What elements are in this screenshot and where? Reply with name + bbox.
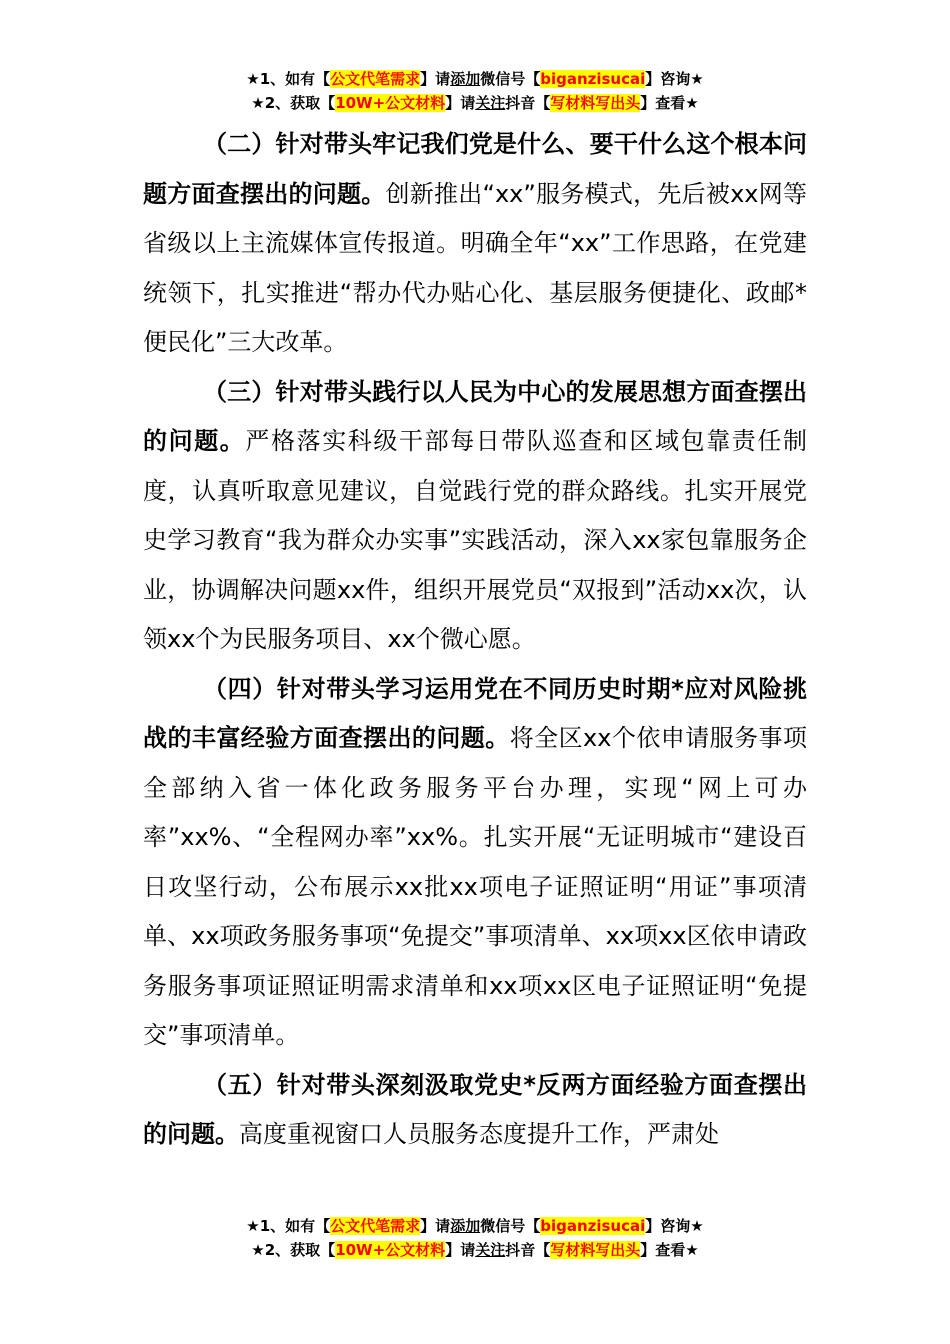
paragraph-text: 高度重视窗口人员服务态度提升工作，严肃处 — [239, 1120, 719, 1148]
header-banner — [0, 67, 950, 115]
paragraph-heading: （三）针对带头践行以人民为中心的发展思想方面查摆出的问题。 — [143, 377, 807, 455]
paragraph-3 — [143, 368, 807, 665]
banner-highlight: biganzisucai — [540, 1217, 646, 1235]
paragraph-2 — [143, 120, 807, 368]
paragraph-heading: （四）针对带头学习运用党在不同历史时期*应对风险挑战的丰富经验方面查摆出的问题。 — [143, 674, 807, 752]
banner-line-1: ★1、如有【公文代笔需求】请添加微信号【biganzisucai】咨询★ — [246, 1217, 704, 1235]
paragraph-4 — [143, 665, 807, 1061]
paragraph-heading: （五）针对带头深刻汲取党史*反两方面经验方面查摆出的问题。 — [143, 1070, 807, 1148]
banner-line-2: ★2、获取【10W+公文材料】请关注抖音【写材料写出头】查看★ — [251, 1241, 699, 1259]
paragraph-text: 创新推出“xx”服务模式，先后被xx网等省级以上主流媒体宣传报道。明确全年“xx”工作思路，在党建统领下，扎实推进“帮办代办贴心化、基层服务便捷化、政邮*便民化”三大改革。 — [143, 179, 807, 356]
banner-line-2: ★2、获取【10W+公文材料】请关注抖音【写材料写出头】查看★ — [251, 94, 699, 112]
footer-banner — [0, 1214, 950, 1262]
banner-highlight: 公文代笔需求 — [330, 1217, 421, 1235]
banner-highlight: 10W+公文材料 — [335, 1241, 446, 1259]
paragraph-text: 将全区xx个依申请服务事项全部纳入省一体化政务服务平台办理，实现“网上可办率”xx%、“全程网办率”xx%。扎实开展“无证明城市“建设百日攻坚行动，公布展示xx批xx项电子证照证明“用证”事项清单、xx项政务服务事项“免提交”事项清单、xx项xx区依申请政务服务事项证照证明需求清单和xx项xx区电子证照证明“免提交”事项清单。 — [143, 724, 807, 1049]
banner-highlight: biganzisucai — [540, 70, 646, 88]
banner-highlight: 写材料写出头 — [550, 94, 641, 112]
document-body — [143, 120, 807, 1160]
paragraph-heading: （二）针对带头牢记我们党是什么、要干什么这个根本问题方面查摆出的问题。 — [143, 130, 807, 208]
paragraph-5 — [143, 1061, 807, 1160]
banner-highlight: 公文代笔需求 — [330, 70, 421, 88]
banner-highlight: 写材料写出头 — [550, 1241, 641, 1259]
paragraph-text: 严格落实科级干部每日带队巡查和区域包靠责任制度，认真听取意见建议，自觉践行党的群众路线。扎实开展党史学习教育“我为群众办实事”实践活动，深入xx家包靠服务企业，协调解决问题xx件，组织开展党员“双报到”活动xx次，认领xx个为民服务项目、xx个微心愿。 — [143, 427, 808, 653]
banner-highlight: 10W+公文材料 — [335, 94, 446, 112]
banner-line-1: ★1、如有【公文代笔需求】请添加微信号【biganzisucai】咨询★ — [246, 70, 704, 88]
